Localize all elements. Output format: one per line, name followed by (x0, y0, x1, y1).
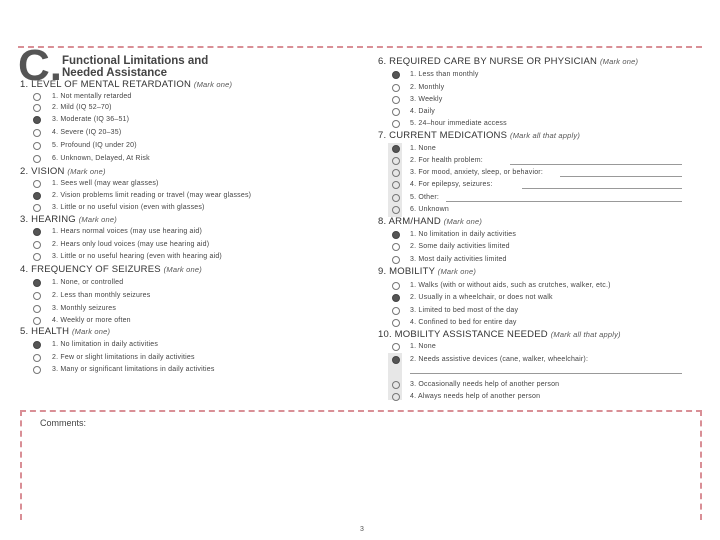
q5-title: 5. HEALTH (20, 326, 70, 337)
q7-option-6-bubble[interactable] (392, 206, 400, 214)
q1-option-5-bubble[interactable] (33, 142, 41, 150)
q5-option-1-bubble[interactable] (33, 341, 41, 349)
comments-box-left (20, 410, 22, 520)
q7-option-4-bubble[interactable] (392, 181, 400, 189)
q10-title: 10. MOBILITY ASSISTANCE NEEDED (378, 329, 548, 340)
q2-option-1-bubble[interactable] (33, 180, 41, 188)
q7-option-5-bubble[interactable] (392, 194, 400, 202)
q8-option-1-bubble[interactable] (392, 231, 400, 239)
q4-option-2-bubble[interactable] (33, 292, 41, 300)
q7-option-2-writein[interactable] (510, 164, 682, 165)
q10-mark-all: (Mark all that apply) (550, 330, 621, 339)
q5-option-3-label: 3. Many or significant limitations in daily activities (52, 366, 215, 373)
q1-option-1-bubble[interactable] (33, 93, 41, 101)
q10-heading (378, 329, 621, 340)
q5-option-1-label: 1. No limitation in daily activities (52, 341, 159, 348)
q9-option-4-label: 4. Confined to bed for entire day (410, 319, 517, 326)
q10-option-3-bubble[interactable] (392, 381, 400, 389)
q8-option-2-bubble[interactable] (392, 243, 400, 251)
q6-option-2-label: 2. Monthly (410, 84, 445, 91)
q3-option-1-label: 1. Hears normal voices (may use hearing aid) (52, 228, 203, 235)
q7-option-3-bubble[interactable] (392, 169, 400, 177)
q4-mark-one: (Mark one) (163, 265, 202, 274)
q10-option-1-label: 1. None (410, 343, 436, 350)
section-title-line2: Needed Assistance (62, 67, 168, 79)
q5-heading (20, 326, 110, 337)
q7-mark-all: (Mark all that apply) (510, 131, 581, 140)
section-letter: C. (18, 41, 62, 90)
q10-option-3-label: 3. Occasionally needs help of another person (410, 381, 560, 388)
q1-option-1-label: 1. Not mentally retarded (52, 93, 132, 100)
q9-option-2-bubble[interactable] (392, 294, 400, 302)
q4-option-1-bubble[interactable] (33, 279, 41, 287)
q6-option-4-bubble[interactable] (392, 108, 400, 116)
q2-title: 2. VISION (20, 166, 65, 177)
q5-option-2-bubble[interactable] (33, 354, 41, 362)
q6-option-4-label: 4. Daily (410, 108, 435, 115)
q2-option-3-label: 3. Little or no useful vision (even with glasses) (52, 204, 205, 211)
q7-option-3-label: 3. For mood, anxiety, sleep, or behavior: (410, 169, 543, 176)
q6-mark-one: (Mark one) (599, 57, 639, 66)
q5-option-2-label: 2. Few or slight limitations in daily activities (52, 354, 195, 361)
q1-option-3-bubble[interactable] (33, 116, 41, 124)
q8-title: 8. ARM/HAND (378, 216, 441, 227)
q7-option-5-label: 5. Other: (410, 194, 440, 201)
q1-option-6-bubble[interactable] (33, 155, 41, 163)
comments-label: Comments: (40, 418, 87, 428)
q4-title: 4. FREQUENCY OF SEIZURES (20, 264, 161, 275)
q6-option-2-bubble[interactable] (392, 84, 400, 92)
q3-mark-one: (Mark one) (78, 215, 117, 224)
q4-option-3-bubble[interactable] (33, 305, 41, 313)
q4-option-2-label: 2. Less than monthly seizures (52, 292, 151, 299)
q7-option-1-bubble[interactable] (392, 145, 400, 153)
q9-mark-one: (Mark one) (437, 267, 477, 276)
q8-option-3-bubble[interactable] (392, 256, 400, 264)
q4-option-1-label: 1. None, or controlled (52, 279, 124, 286)
top-divider (18, 46, 702, 48)
q1-option-2-bubble[interactable] (33, 104, 41, 112)
q3-option-2-bubble[interactable] (33, 241, 41, 249)
q6-option-1-label: 1. Less than monthly (410, 71, 479, 78)
q4-option-3-label: 3. Monthly seizures (52, 305, 117, 312)
q1-mark-one: (Mark one) (193, 80, 233, 89)
q7-heading (378, 130, 580, 141)
q2-option-3-bubble[interactable] (33, 204, 41, 212)
q7-option-4-label: 4. For epilepsy, seizures: (410, 181, 493, 188)
q9-heading (378, 266, 476, 277)
q1-heading (20, 79, 232, 90)
q6-option-5-bubble[interactable] (392, 120, 400, 128)
q9-option-1-label: 1. Walks (with or without aids, such as crutches, walker, etc.) (410, 282, 611, 289)
q9-option-3-bubble[interactable] (392, 307, 400, 315)
q1-option-2-label: 2. Mild (IQ 52–70) (52, 104, 112, 111)
q6-option-5-label: 5. 24–hour immediate access (410, 120, 507, 127)
q7-option-1-label: 1. None (410, 145, 436, 152)
q7-option-3-writein[interactable] (560, 176, 682, 177)
q1-option-4-bubble[interactable] (33, 129, 41, 137)
q8-option-2-label: 2. Some daily activities limited (410, 243, 510, 250)
q2-mark-one: (Mark one) (67, 167, 106, 176)
q8-mark-one: (Mark one) (443, 217, 483, 226)
comments-box-right (700, 410, 702, 520)
q10-option-4-label: 4. Always needs help of another person (410, 393, 541, 400)
q7-option-5-writein[interactable] (446, 201, 682, 202)
q2-option-1-label: 1. Sees well (may wear glasses) (52, 180, 159, 187)
q6-title: 6. REQUIRED CARE BY NURSE OR PHYSICIAN (378, 56, 598, 67)
q3-title: 3. HEARING (20, 214, 76, 225)
q3-option-1-bubble[interactable] (33, 228, 41, 236)
q3-heading (20, 214, 117, 225)
q4-heading (20, 264, 202, 275)
q4-option-4-bubble[interactable] (33, 317, 41, 325)
q4-option-4-label: 4. Weekly or more often (52, 317, 131, 324)
q6-option-3-label: 3. Weekly (410, 96, 443, 103)
q7-option-2-bubble[interactable] (392, 157, 400, 165)
q8-option-3-label: 3. Most daily activities limited (410, 256, 507, 263)
q8-heading (378, 216, 482, 227)
q9-option-4-bubble[interactable] (392, 319, 400, 327)
comments-box-top (20, 410, 702, 412)
q2-option-2-bubble[interactable] (33, 192, 41, 200)
q9-option-2-label: 2. Usually in a wheelchair, or does not walk (410, 294, 553, 301)
q3-option-3-bubble[interactable] (33, 253, 41, 261)
q7-option-6-label: 6. Unknown (410, 206, 449, 213)
q1-title: 1. LEVEL OF MENTAL RETARDATION (20, 79, 192, 90)
q6-heading (378, 56, 638, 67)
q9-option-1-bubble[interactable] (392, 282, 400, 290)
q10-option-2-bubble[interactable] (392, 356, 400, 364)
q7-option-2-label: 2. For health problem: (410, 157, 483, 164)
q3-option-3-label: 3. Little or no useful hearing (even with hearing aid) (52, 253, 222, 260)
q8-option-1-label: 1. No limitation in daily activities (410, 231, 517, 238)
q1-option-5-label: 5. Profound (IQ under 20) (52, 142, 137, 149)
q10-option-4-bubble[interactable] (392, 393, 400, 401)
q9-title: 9. MOBILITY (378, 266, 435, 277)
q5-mark-one: (Mark one) (71, 327, 111, 336)
q10-option-2-label: 2. Needs assistive devices (cane, walker, wheelchair): (410, 356, 589, 363)
q7-title: 7. CURRENT MEDICATIONS (378, 130, 508, 141)
section-title-line1: Functional Limitations and (62, 55, 209, 67)
q10-option-2-writein[interactable] (410, 373, 682, 374)
q1-option-3-label: 3. Moderate (IQ 36–51) (52, 116, 130, 123)
q9-option-3-label: 3. Limited to bed most of the day (410, 307, 519, 314)
q7-option-4-writein[interactable] (522, 188, 682, 189)
q10-option-1-bubble[interactable] (392, 343, 400, 351)
q6-option-3-bubble[interactable] (392, 96, 400, 104)
q3-option-2-label: 2. Hears only loud voices (may use hearing aid) (52, 241, 210, 248)
page-number: 3 (360, 526, 364, 533)
q6-option-1-bubble[interactable] (392, 71, 400, 79)
q5-option-3-bubble[interactable] (33, 366, 41, 374)
q1-option-4-label: 4. Severe (IQ 20–35) (52, 129, 122, 136)
q2-heading (20, 166, 106, 177)
q2-option-2-label: 2. Vision problems limit reading or travel (may wear glasses) (52, 192, 252, 199)
q1-option-6-label: 6. Unknown, Delayed, At Risk (52, 155, 150, 162)
